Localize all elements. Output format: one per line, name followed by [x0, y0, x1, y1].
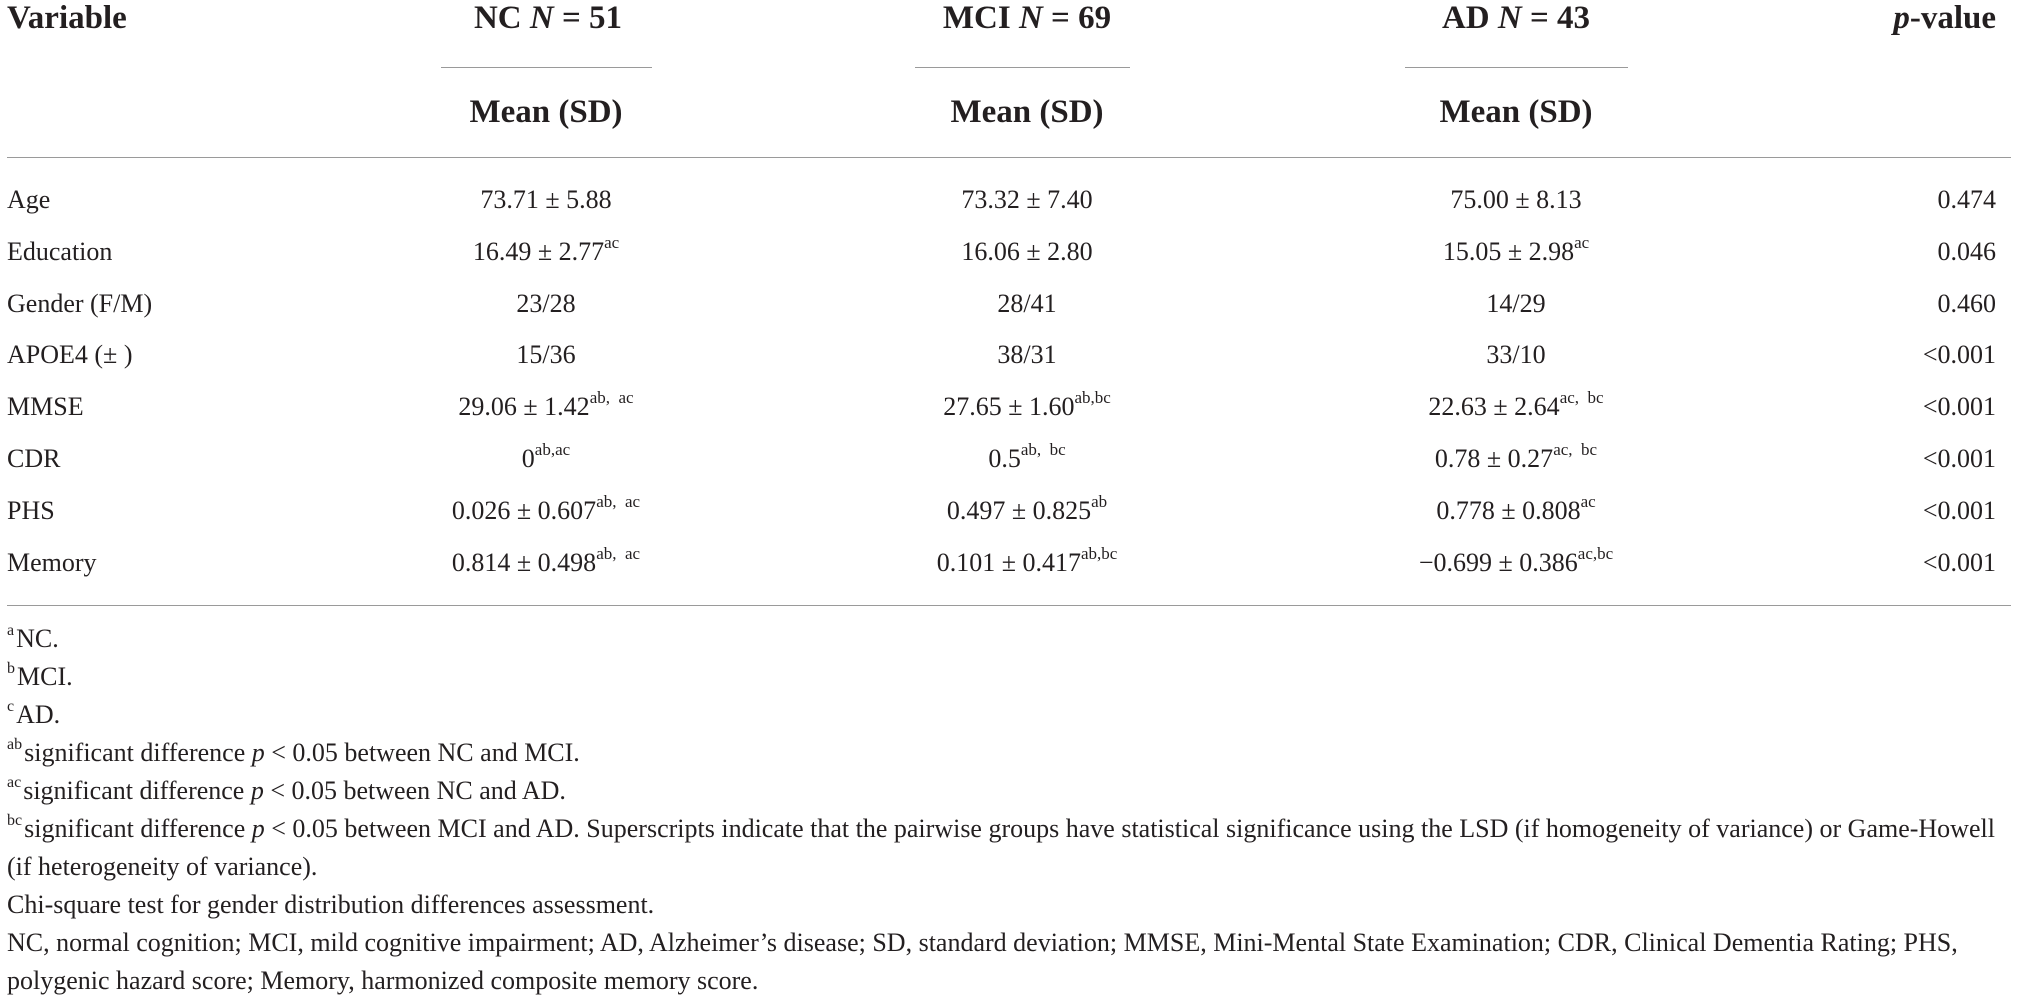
- cell-p-value: <0.001: [1922, 496, 1996, 525]
- cell-nc: [516, 340, 575, 370]
- cell-mci-value: 0.101 ± 0.417: [936, 548, 1081, 577]
- nc-header-rule: [441, 67, 652, 68]
- cell-p-value: <0.001: [1922, 444, 1996, 473]
- cell-ad-value: −0.699 ± 0.386: [1418, 548, 1578, 577]
- cell-variable-value: Age: [7, 185, 51, 214]
- cell-nc: [516, 289, 575, 319]
- cell-mci: [961, 237, 1092, 267]
- cell-p-value: 0.474: [1937, 185, 1996, 214]
- cell-variable: [7, 548, 97, 578]
- cell-nc-value: 29.06 ± 1.42: [458, 392, 590, 421]
- footnote-a: [7, 620, 59, 658]
- cell-mci-value: 38/31: [997, 340, 1057, 369]
- footnote-c-text: AD.: [16, 700, 61, 729]
- cell-nc: [458, 388, 634, 422]
- subheader-ad: Mean (SD): [1439, 94, 1593, 130]
- cell-ad-value: 0.778 ± 0.808: [1436, 496, 1581, 525]
- header-ad-label: AD: [1441, 0, 1490, 36]
- cell-nc-value: 23/28: [516, 289, 576, 318]
- cell-ad: [1428, 388, 1604, 422]
- header-variable: Variable: [7, 0, 127, 36]
- cell-nc: [480, 185, 611, 215]
- footnote-ac-sup: ac: [7, 774, 22, 792]
- cell-ad-superscript: ac, bc: [1559, 388, 1604, 408]
- cell-ad: [1434, 440, 1598, 474]
- cell-nc-superscript: ac: [604, 233, 620, 253]
- cell-mci-superscript: ab,bc: [1080, 544, 1118, 564]
- footnote-c: [7, 696, 60, 734]
- cell-mci: [943, 388, 1111, 422]
- cell-ad: [1418, 544, 1614, 578]
- footnote-b-text: MCI.: [17, 662, 73, 691]
- cell-nc-superscript: ab, ac: [589, 388, 634, 408]
- cell-nc-value: 16.49 ± 2.77: [472, 237, 605, 266]
- cell-nc-value: 0.026 ± 0.607: [451, 496, 597, 525]
- cell-mci-value: 0.497 ± 0.825: [946, 496, 1092, 525]
- cell-variable: [7, 496, 55, 526]
- header-ad-count: = 43: [1529, 0, 1591, 36]
- cell-p: [1923, 548, 1996, 578]
- mci-header-rule: [915, 67, 1130, 68]
- header-mci-label: MCI: [942, 0, 1011, 36]
- header-ad-n: N: [1497, 0, 1522, 36]
- cell-variable-value: Education: [7, 237, 113, 266]
- header-nc-n: N: [529, 0, 554, 36]
- cell-p: [1923, 444, 1996, 474]
- header-mci-count: = 69: [1051, 0, 1112, 36]
- cell-variable: [7, 289, 152, 319]
- footnote-bc-post: < 0.05 between MCI and AD. Superscripts indicate that the pairwise groups have statistical significance using the LSD (if homogeneity of variance) or Game-Howell (if heterogeneity of variance).: [7, 814, 1995, 881]
- cell-ad-value: 15.05 ± 2.98: [1442, 237, 1575, 266]
- footnote-b-sup: b: [7, 660, 15, 678]
- cell-ad: [1450, 185, 1581, 215]
- cell-ad-superscript: ac,bc: [1577, 544, 1614, 564]
- footnote-a-sup: a: [7, 622, 15, 640]
- cell-nc: [451, 544, 641, 578]
- cell-ad: [1436, 492, 1596, 526]
- footnote-ab-p: p: [251, 738, 265, 767]
- cell-variable: [7, 444, 60, 474]
- cell-nc-superscript: ab, ac: [596, 492, 641, 512]
- footnote-ab-sup: ab: [7, 736, 23, 754]
- footnote-bc: [7, 810, 2007, 886]
- footnote-ac: [7, 772, 566, 810]
- ad-header-rule: [1405, 67, 1628, 68]
- cell-nc-value: 0: [521, 444, 535, 473]
- header-mci-n: N: [1018, 0, 1043, 36]
- cell-variable: [7, 340, 132, 370]
- footnote-ac-post: < 0.05 between NC and AD.: [263, 776, 566, 805]
- cell-ad-superscript: ac, bc: [1553, 440, 1598, 460]
- cell-nc-superscript: ab,ac: [534, 440, 571, 460]
- footnote-b: [7, 658, 73, 696]
- cell-variable-value: Gender (F/M): [7, 289, 153, 318]
- footnote-bc-p: p: [251, 814, 265, 843]
- cell-ad-value: 14/29: [1486, 289, 1546, 318]
- cell-mci: [997, 289, 1056, 319]
- cell-p-value: <0.001: [1922, 392, 1996, 421]
- subheader-mci: Mean (SD): [950, 94, 1104, 130]
- cell-ad-value: 33/10: [1486, 340, 1546, 369]
- subheader-nc: Mean (SD): [469, 94, 623, 130]
- cell-nc-value: 15/36: [516, 340, 576, 369]
- header-p-italic: p: [1893, 0, 1910, 36]
- cell-variable: [7, 185, 50, 215]
- cell-nc-superscript: ab, ac: [596, 544, 641, 564]
- cell-mci-superscript: ab, bc: [1020, 440, 1066, 460]
- footnote-a-text: NC.: [16, 624, 59, 653]
- header-p-value: [1893, 0, 1996, 37]
- cell-mci: [961, 185, 1092, 215]
- cell-ad-value: 22.63 ± 2.64: [1428, 392, 1560, 421]
- cell-variable-value: MMSE: [7, 392, 84, 421]
- cell-variable: [7, 237, 112, 267]
- cell-ad-superscript: ac: [1574, 233, 1590, 253]
- footnote-ab: [7, 734, 580, 772]
- header-p-rest: -value: [1909, 0, 1996, 36]
- cell-nc: [472, 233, 620, 267]
- header-bottom-rule: [7, 157, 2011, 158]
- cell-mci: [936, 544, 1118, 578]
- cell-p-value: 0.460: [1937, 289, 1996, 318]
- header-ad: [1442, 0, 1590, 37]
- footnote-bc-sup: bc: [7, 812, 23, 830]
- cell-p: [1938, 185, 1997, 215]
- cell-nc-value: 0.814 ± 0.498: [451, 548, 597, 577]
- cell-variable-value: Memory: [7, 548, 97, 577]
- footnote-c-sup: c: [7, 698, 15, 716]
- cell-variable-value: APOE4 (± ): [7, 340, 133, 369]
- footnote-abbreviations: NC, normal cognition; MCI, mild cognitive impairment; AD, Alzheimer’s disease; SD, standard deviation; MMSE, Mini-Mental State Examination; CDR, Clinical Dementia Rating; PHS, polygenic hazard score; Memory, harmonized composite memory score.: [7, 928, 1958, 995]
- cell-nc-value: 73.71 ± 5.88: [480, 185, 612, 214]
- cell-p-value: 0.046: [1937, 237, 1996, 266]
- cell-variable-value: CDR: [7, 444, 61, 473]
- header-nc-label: NC: [473, 0, 522, 36]
- cell-variable: [7, 392, 84, 422]
- cell-mci-value: 73.32 ± 7.40: [961, 185, 1093, 214]
- footnote-bc-pre: significant difference: [24, 814, 252, 843]
- header-mci: [943, 0, 1111, 37]
- cell-mci-value: 27.65 ± 1.60: [943, 392, 1075, 421]
- cell-mci-value: 16.06 ± 2.80: [961, 237, 1093, 266]
- cell-mci-superscript: ab: [1091, 492, 1108, 512]
- cell-mci-superscript: ab,bc: [1074, 388, 1111, 408]
- cell-ad-superscript: ac: [1580, 492, 1596, 512]
- cell-nc: [451, 492, 641, 526]
- cell-ad: [1442, 233, 1590, 267]
- cell-ad: [1486, 340, 1545, 370]
- footnote-ab-pre: significant difference: [24, 738, 252, 767]
- cell-variable-value: PHS: [7, 496, 55, 525]
- cell-mci-value: 28/41: [997, 289, 1057, 318]
- cell-mci-value: 0.5: [988, 444, 1021, 473]
- cell-p: [1923, 496, 1996, 526]
- cell-p: [1923, 340, 1996, 370]
- cell-p: [1938, 289, 1997, 319]
- cell-mci: [946, 492, 1108, 526]
- header-nc: [474, 0, 622, 37]
- cell-ad: [1486, 289, 1545, 319]
- cell-ad-value: 75.00 ± 8.13: [1450, 185, 1582, 214]
- cell-p: [1938, 237, 1997, 267]
- cell-mci: [988, 440, 1066, 474]
- footnote-ac-pre: significant difference: [23, 776, 251, 805]
- table-bottom-rule: [7, 605, 2011, 606]
- cell-p-value: <0.001: [1922, 548, 1996, 577]
- footnote-ab-post: < 0.05 between NC and MCI.: [264, 738, 580, 767]
- footnote-chi-square: Chi-square test for gender distribution differences assessment.: [7, 890, 655, 919]
- footnote-ac-p: p: [250, 776, 264, 805]
- cell-ad-value: 0.78 ± 0.27: [1434, 444, 1554, 473]
- cell-mci: [997, 340, 1056, 370]
- cell-nc: [521, 440, 571, 474]
- cell-p: [1923, 392, 1996, 422]
- header-nc-count: = 51: [561, 0, 623, 36]
- cell-p-value: <0.001: [1922, 340, 1996, 369]
